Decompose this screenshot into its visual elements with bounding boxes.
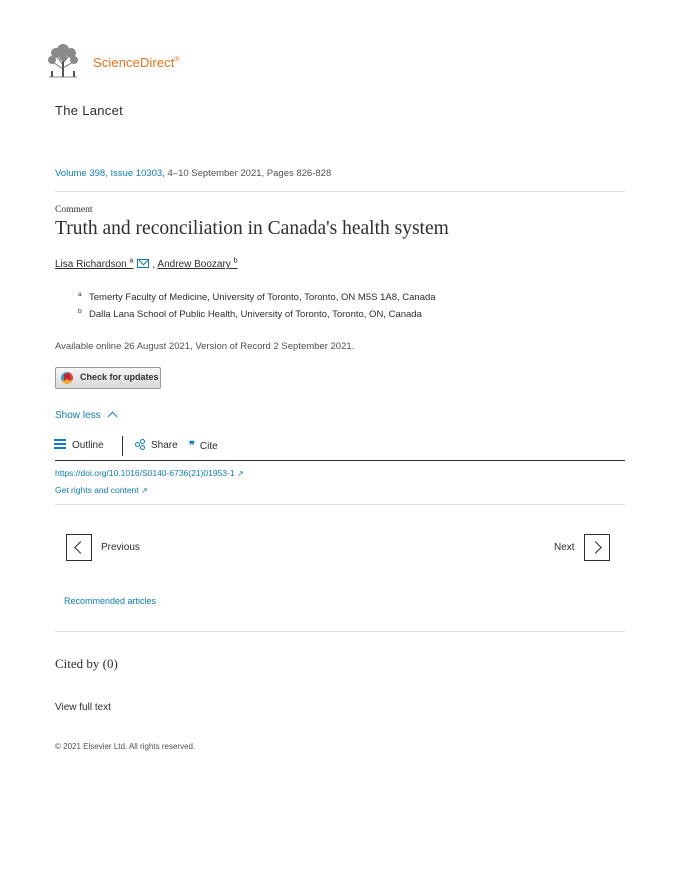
sciencedirect-logo[interactable] [43,43,183,79]
doi-link[interactable]: https://doi.org/10.1016/S0140-6736(21)01953-1 ↗ [55,468,244,478]
show-less-toggle[interactable]: Show less [55,410,116,421]
crossmark-icon [61,372,73,384]
list-icon [55,439,66,449]
previous-button[interactable]: Previous [66,534,166,562]
rights-link[interactable]: Get rights and content ↗ [55,485,148,495]
article-toolbar [55,436,625,456]
external-link-icon: ↗ [141,486,148,495]
divider [55,191,625,192]
outline-button[interactable]: Outline [55,439,104,451]
share-button[interactable]: Share [135,439,178,451]
journal-title[interactable]: The Lancet [55,103,124,118]
author-link[interactable]: Lisa Richardson $^a$ [55,258,134,271]
cite-button[interactable]: ❞ Cite [189,440,218,452]
recommended-articles-link[interactable]: Recommended articles [64,596,157,606]
issue-info: Volume 398, Issue 10303, 4–10 September 2021, Pages 826-828 [55,168,332,179]
divider [55,504,625,505]
next-button[interactable]: Next [548,534,614,562]
quote-icon: ❞ [189,440,195,452]
author-link[interactable]: Andrew Boozary $^b$ [157,258,238,271]
toolbar-divider [122,436,123,456]
chevron-up-icon [107,412,117,422]
view-full-text-link[interactable]: View full text [55,702,111,713]
elsevier-tree-icon [43,43,83,79]
affiliation: $^b$ Dalla Lana School of Public Health, University of Toronto, Toronto, ON, Canada [78,308,422,321]
chevron-left-icon [66,534,92,561]
copyright-notice: © 2021 Elsevier Ltd. All rights reserved. [55,742,196,751]
brand-name: ScienceDirect® [93,55,180,70]
email-icon[interactable] [137,259,149,268]
check-for-updates-button[interactable]: Check for updates [55,367,161,389]
author-list: Lisa Richardson $^a$ , Andrew Boozary $^b$ [55,258,238,271]
availability-dates: Available online 26 August 2021, Version of Record 2 September 2021. [55,341,355,352]
chevron-right-icon [584,534,610,561]
cited-by-heading: Cited by (0) [55,656,118,671]
toolbar-rule [55,460,625,461]
divider [55,631,625,632]
affiliation: $^a$ Temerty Faculty of Medicine, University of Toronto, Toronto, ON M5S 1A8, Canada [78,291,436,304]
article-title: Truth and reconciliation in Canada's health system [55,218,449,239]
share-icon [135,439,145,449]
external-link-icon: ↗ [236,469,244,478]
volume-issue-link[interactable]: Volume 398, Issue 10303 [55,168,163,179]
article-type: Comment [55,205,93,215]
